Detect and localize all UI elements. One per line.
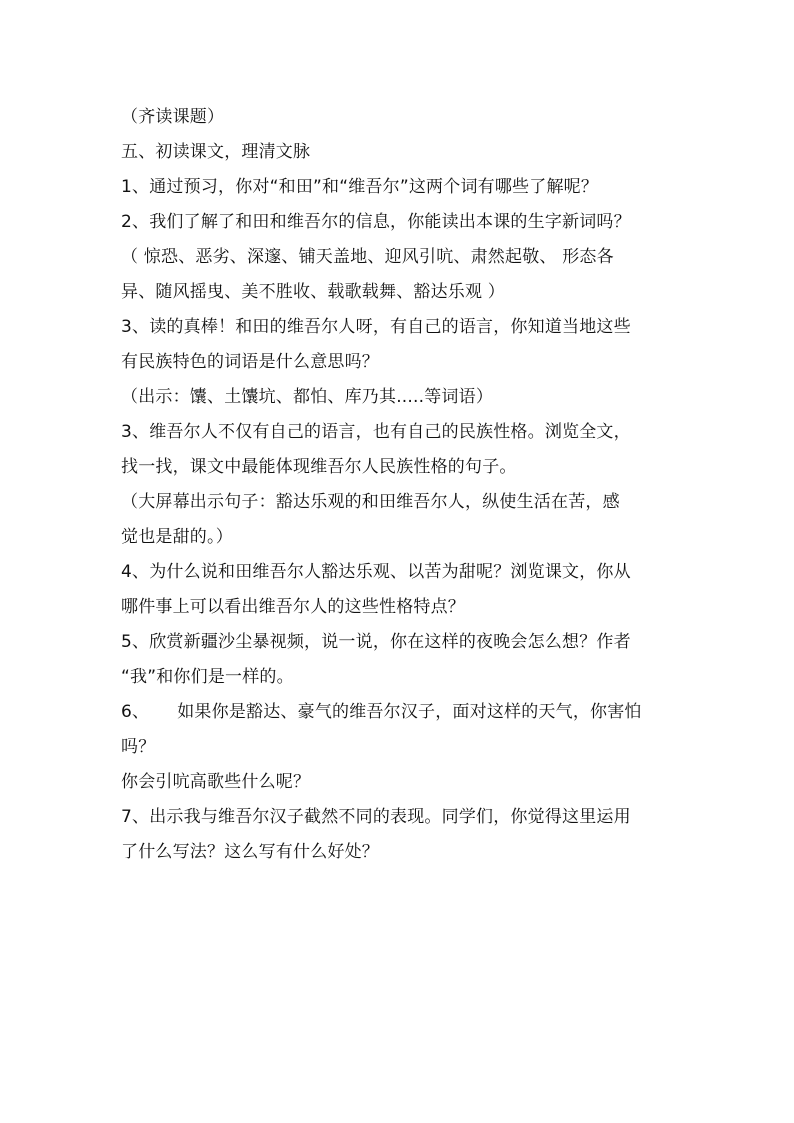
document-body [121, 100, 681, 870]
text-line-item-6-cont: 吗？ [121, 737, 156, 757]
text-line-item-2: 2、我们了解了和田和维吾尔的信息，你能读出本课的生字新词吗？ [121, 212, 631, 232]
text-line-item-5: 5、欣赏新疆沙尘暴视频，说一说，你在这样的夜晚会怎么想？作者 [121, 632, 631, 652]
text-line-show-words: （出示：馕、土馕坑、都怕、库乃其.....等词语） [121, 387, 494, 407]
text-line-item-5-cont: “我”和你们是一样的。 [121, 667, 294, 687]
text-line-instruction: （齐读课题） [121, 107, 225, 127]
text-line-item-4-cont: 哪件事上可以看出维吾尔人的这些性格特点？ [121, 597, 465, 617]
text-line-item-3a: 3、读的真棒！和田的维吾尔人呀，有自己的语言，你知道当地这些 [121, 317, 631, 337]
text-line-item-3b: 3、维吾尔人不仅有自己的语言，也有自己的民族性格。浏览全文， [121, 422, 631, 442]
text-line-item-1: 1、通过预习，你对“和田”和“维吾尔”这两个词有哪些了解呢？ [121, 177, 599, 197]
text-line-item-3a-cont: 有民族特色的词语是什么意思吗？ [121, 352, 379, 372]
section-heading: 五、初读课文，理清文脉 [121, 142, 311, 162]
text-line-item-3b-cont: 找一找，课文中最能体现维吾尔人民族性格的句子。 [121, 457, 517, 477]
text-line-item-7: 7、出示我与维吾尔汉子截然不同的表现。同学们，你觉得这里运用 [121, 807, 631, 827]
text-line-screen-sentence: （大屏幕出示句子：豁达乐观的和田维吾尔人，纵使生活在苦，感 [121, 492, 620, 512]
text-line-item-6: 6、 如果你是豁达、豪气的维吾尔汉子，面对这样的天气，你害怕 [121, 702, 642, 722]
text-line-item-7-cont: 了什么写法？这么写有什么好处？ [121, 842, 379, 862]
text-line-question: 你会引吭高歌些什么呢？ [121, 772, 311, 792]
text-line-item-4: 4、为什么说和田维吾尔人豁达乐观、以苦为甜呢？浏览课文，你从 [121, 562, 631, 582]
text-line-vocab-2: 异、随风摇曳、美不胜收、载歌载舞、豁达乐观 ） [121, 282, 506, 302]
text-line-vocab-1: （ 惊恐、恶劣、深邃、铺天盖地、迎风引吭、肃然起敬、 形态各 [121, 247, 614, 267]
text-line-screen-sentence-cont: 觉也是甜的。） [121, 527, 233, 547]
